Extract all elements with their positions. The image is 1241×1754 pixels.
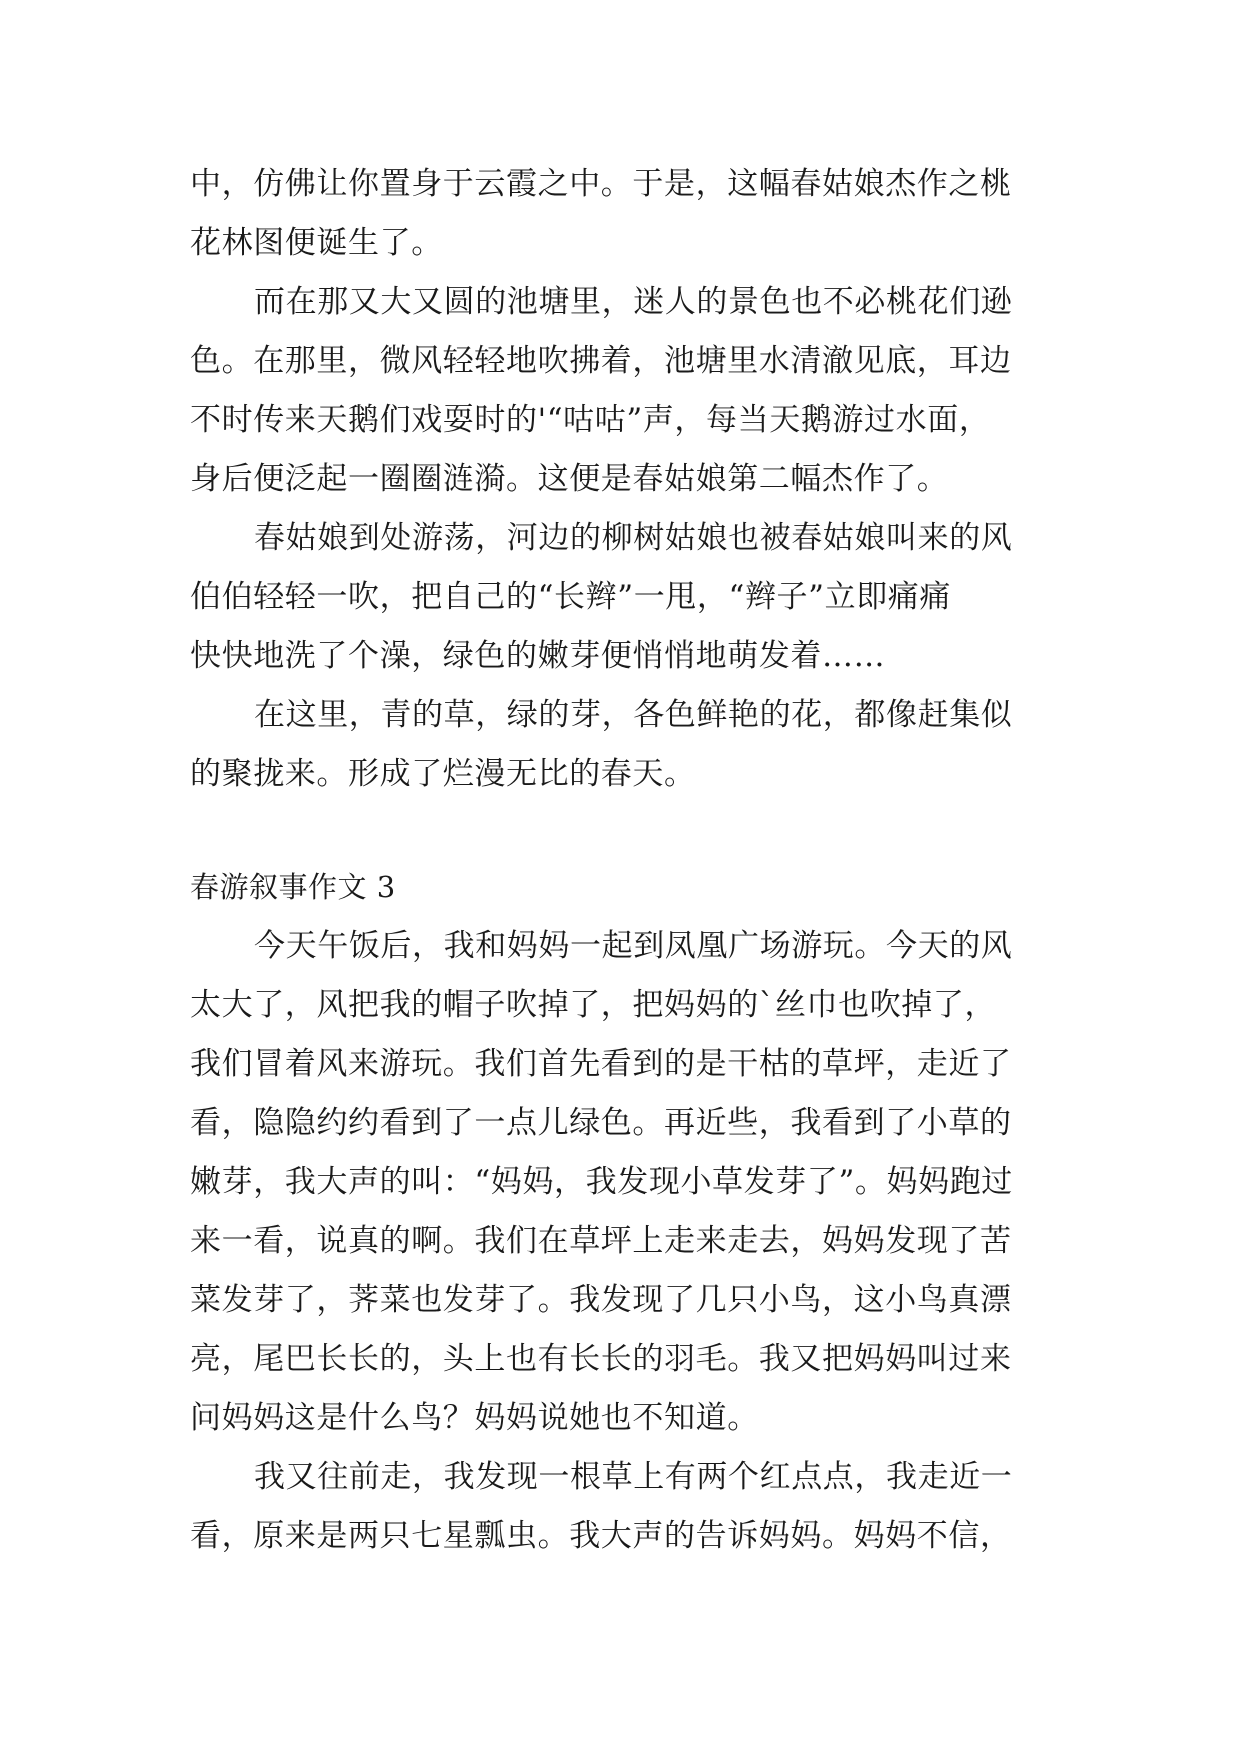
essay-section-2	[190, 917, 1070, 1566]
essay-section-1	[190, 155, 1070, 804]
text-line: 色。在那里，微风轻轻地吹拂着，池塘里水清澈见底，耳边	[190, 343, 1012, 379]
text-line: 太大了，风把我的帽子吹掉了，把妈妈的`丝巾也吹掉了，	[190, 987, 997, 1023]
text-line: 看，隐隐约约看到了一点儿绿色。再近些，我看到了小草的	[190, 1105, 1012, 1141]
paragraph-start-line: 在这里，青的草，绿的芽，各色鲜艳的花，都像赶集似	[254, 697, 1013, 733]
text-line: 伯伯轻轻一吹，把自己的“长辫”一甩，“辫子”立即痛痛	[190, 579, 951, 615]
paragraph-start-line: 春姑娘到处游荡，河边的柳树姑娘也被春姑娘叫来的风	[254, 520, 1013, 556]
text-line: 菜发芽了，荠菜也发芽了。我发现了几只小鸟，这小鸟真漂	[190, 1282, 1012, 1318]
text-line: 中，仿佛让你置身于云霞之中。于是，这幅春姑娘杰作之桃	[190, 166, 1012, 202]
paragraph-start-line: 今天午饭后，我和妈妈一起到凤凰广场游玩。今天的风	[254, 928, 1013, 964]
text-line: 快快地洗了个澡，绿色的嫩芽便悄悄地萌发着……	[190, 638, 886, 674]
text-line: 问妈妈这是什么鸟？妈妈说她也不知道。	[190, 1400, 759, 1436]
essay-heading: 春游叙事作文 3	[190, 870, 396, 904]
paragraph-start-line: 而在那又大又圆的池塘里，迷人的景色也不必桃花们逊	[254, 284, 1013, 320]
text-line: 的聚拢来。形成了烂漫无比的春天。	[190, 756, 696, 792]
text-line: 嫩芽，我大声的叫：“妈妈，我发现小草发芽了”。妈妈跑过	[190, 1164, 1013, 1200]
text-line: 看，原来是两只七星瓢虫。我大声的告诉妈妈。妈妈不信，	[190, 1518, 1012, 1554]
text-line: 身后便泛起一圈圈涟漪。这便是春姑娘第二幅杰作了。	[190, 461, 949, 497]
text-line: 亮，尾巴长长的，头上也有长长的羽毛。我又把妈妈叫过来	[190, 1341, 1012, 1377]
paragraph-start-line: 我又往前走，我发现一根草上有两个红点点，我走近一	[254, 1459, 1013, 1495]
text-line: 花林图便诞生了。	[190, 225, 443, 261]
text-line: 我们冒着风来游玩。我们首先看到的是干枯的草坪，走近了	[190, 1046, 1012, 1082]
text-line: 不时传来天鹅们戏耍时的'“咕咕”声，每当天鹅游过水面，	[190, 402, 991, 438]
text-line: 来一看，说真的啊。我们在草坪上走来走去，妈妈发现了苦	[190, 1223, 1012, 1259]
